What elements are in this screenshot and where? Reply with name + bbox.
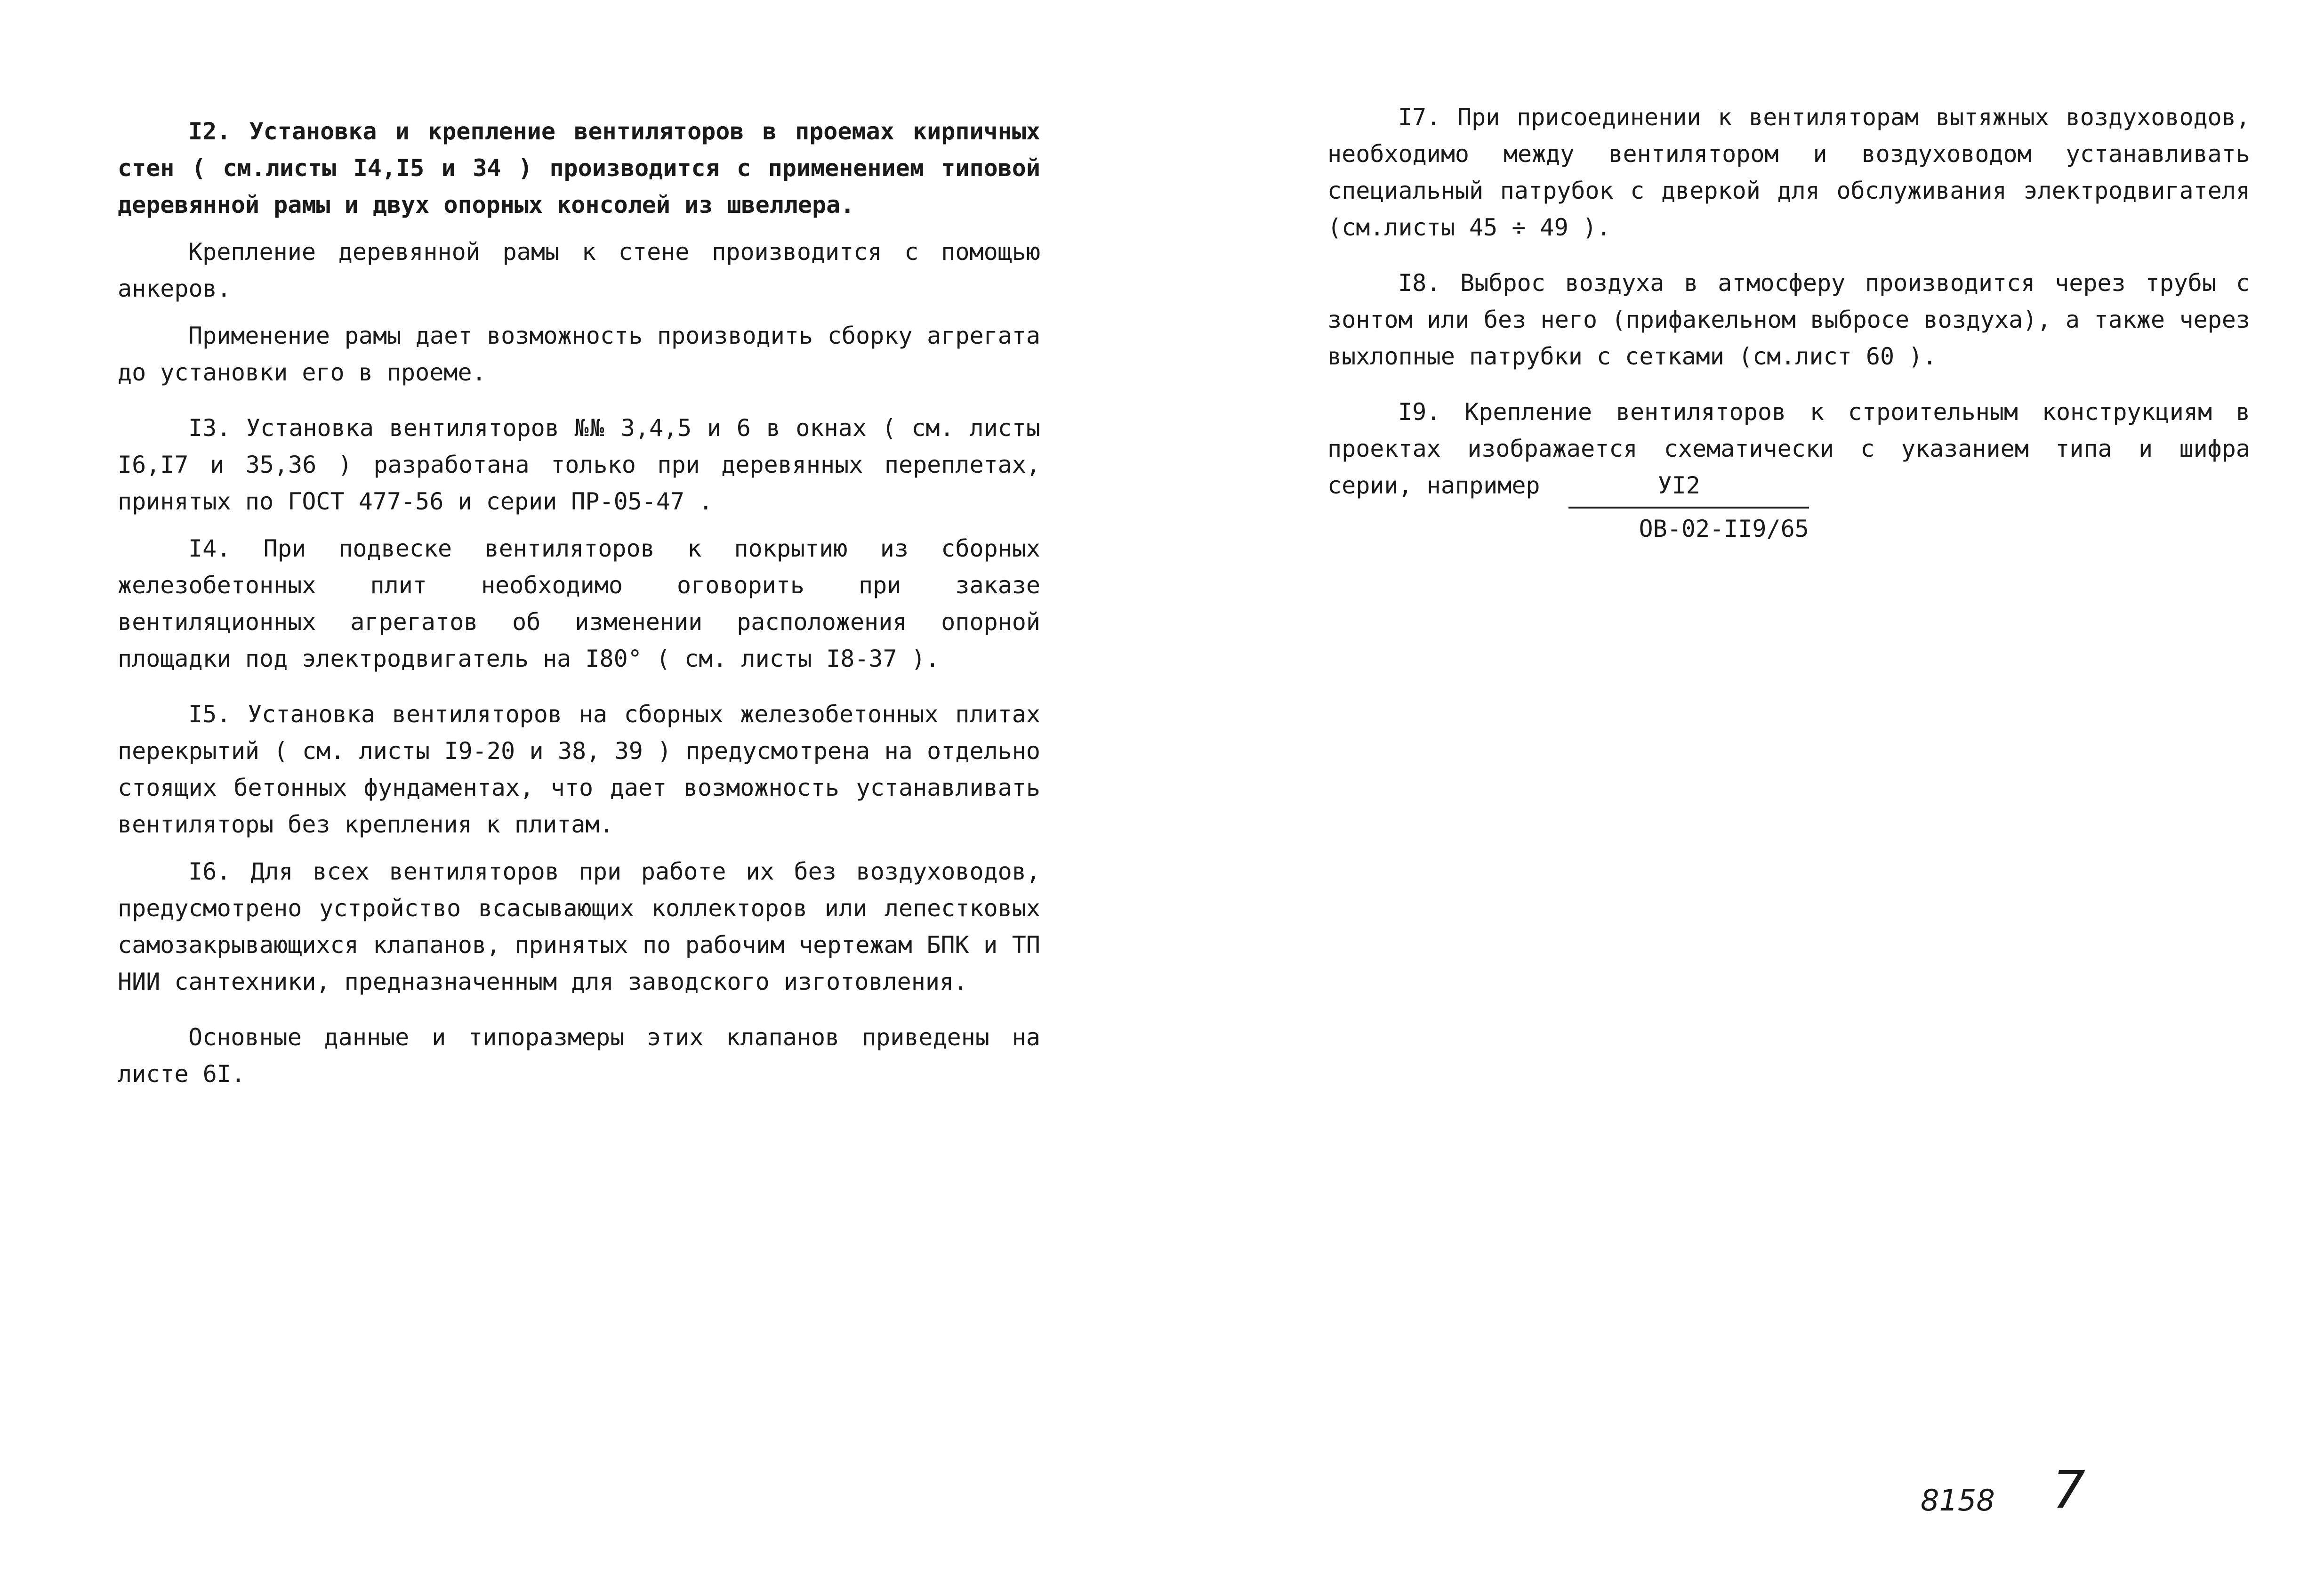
document-code: 8158 — [1921, 1483, 1995, 1518]
paragraph-12-frame-mounting: Крепление деревянной рамы к стене производится с помощью анкеров. — [118, 238, 1040, 302]
paragraph-16-valves-reference: Основные данные и типоразмеры этих клапанов приведены на листе 6I. — [118, 1024, 1040, 1088]
paragraph-15: I5. Установка вентиляторов на сборных железобетонных плитах перекрытий ( см. листы I9-20 и 38, 39 ) предусмотрена на отдельно стоящих бетонных фундаментах, что дает возможность устанавливать вентиляторы без крепления к плитам. — [118, 701, 1040, 838]
paragraph-16: I6. Для всех вентиляторов при работе их без воздуховодов, предусмотрено устройство всасывающих коллекторов или лепестковых самозакрывающихся клапанов, принятых по рабочим чертежам БПК и ТП НИИ сантехники, предназначенным для заводского изготовления. — [118, 858, 1040, 995]
right-text-column — [1327, 99, 2250, 557]
paragraph-12: I2. Установка и крепление вентиляторов в проемах кирпичных стен ( см.листы I4,I5 и 34 ) производится с применением типовой деревянной рамы и двух опорных консолей из швеллера. — [118, 118, 1040, 218]
left-text-column — [118, 113, 1040, 1103]
page-number: 7 — [2052, 1460, 2085, 1520]
series-code-numerator: УI2 — [1568, 467, 1809, 509]
paragraph-18: I8. Выброс воздуха в атмосферу производится через трубы с зонтом или без него (прифакельном выбросе воздуха), а также через выхлопные патрубки с сетками (см.лист 60 ). — [1327, 269, 2250, 370]
paragraph-12-frame-usage: Применение рамы дает возможность производить сборку агрегата до установки его в проеме. — [118, 322, 1040, 386]
paragraph-14: I4. При подвеске вентиляторов к покрытию из сборных железобетонных плит необходимо оговорить при заказе вентиляционных агрегатов об изменении расположения опорной площадки под электродвигатель на I80° ( см. листы I8-37 ). — [118, 535, 1040, 672]
series-code-fraction — [1568, 467, 1809, 547]
paragraph-17: I7. При присоединении к вентиляторам вытяжных воздуховодов, необходимо между вентилятором и воздуховодом устанавливать специальный патрубок с дверкой для обслуживания электродвигателя (см.листы 45 ÷ 49 ). — [1327, 104, 2250, 241]
series-code-denominator: ОВ-02-II9/65 — [1639, 515, 1809, 542]
paragraph-13: I3. Установка вентиляторов №№ 3,4,5 и 6 в окнах ( см. листы I6,I7 и 35,36 ) разработана только при деревянных переплетах, принятых по ГОСТ 477-56 и серии ПР-05-47 . — [118, 414, 1040, 515]
paragraph-19 — [1327, 394, 2250, 547]
paragraph-19-text: I9. Крепление вентиляторов к строительным конструкциям в проектах изображается схематически с указанием типа и шифра серии, например — [1327, 398, 2250, 499]
